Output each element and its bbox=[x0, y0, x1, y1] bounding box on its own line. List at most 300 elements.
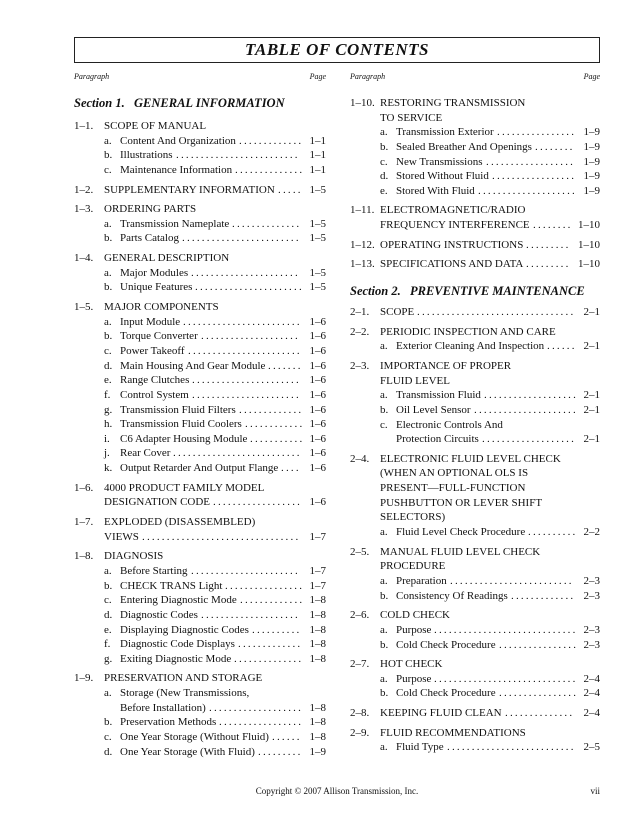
sub-letter: c. bbox=[104, 344, 112, 357]
entry-text: PRESERVATION AND STORAGE bbox=[104, 672, 263, 685]
toc-subentry bbox=[350, 574, 600, 589]
entry-text: DIAGNOSIS bbox=[104, 550, 164, 563]
page-ref: 1–6 bbox=[309, 496, 326, 509]
toc-subentry bbox=[74, 217, 326, 232]
page-ref: 1–9 bbox=[583, 140, 600, 153]
dot-leader: ............. bbox=[511, 589, 576, 602]
paragraph-number: 2–8. bbox=[350, 707, 370, 720]
dot-leader: ................................ bbox=[142, 530, 301, 543]
dot-leader: ....................... bbox=[188, 344, 302, 357]
paragraph-number: 1–7. bbox=[74, 516, 94, 529]
paragraph-number: 2–1. bbox=[350, 306, 370, 319]
dot-leader: ........... bbox=[250, 432, 305, 445]
page-ref: 1–1 bbox=[309, 163, 326, 176]
entry-text: CHECK TRANS Light bbox=[120, 579, 223, 592]
toc-subentry bbox=[350, 403, 600, 418]
page-ref: 1–5 bbox=[309, 232, 326, 245]
toc-subentry bbox=[74, 652, 326, 667]
sub-letter: d. bbox=[104, 745, 113, 758]
left-column bbox=[74, 96, 326, 759]
entry-text: KEEPING FLUID CLEAN bbox=[380, 707, 502, 720]
entry-text: Transmission Exterior bbox=[396, 126, 494, 139]
entry-text: Illustrations bbox=[120, 149, 173, 162]
sub-letter: b. bbox=[380, 403, 389, 416]
page-ref: 1–6 bbox=[309, 359, 326, 372]
dot-leader: .......................... bbox=[173, 447, 302, 460]
entry-text: FLUID LEVEL bbox=[380, 374, 450, 387]
toc-subentry bbox=[350, 525, 600, 540]
paragraph-number: 1–9. bbox=[74, 672, 94, 685]
sub-letter: b. bbox=[104, 281, 113, 294]
dot-leader: .................. bbox=[486, 155, 576, 168]
toc-subentry bbox=[74, 593, 326, 608]
sub-letter: j. bbox=[104, 447, 110, 460]
toc-subentry bbox=[350, 218, 600, 233]
toc-subentry bbox=[74, 403, 326, 418]
toc-subentry bbox=[74, 163, 326, 178]
section-number: Section 2. bbox=[350, 284, 401, 299]
toc-subentry bbox=[74, 745, 326, 760]
dot-leader: ...... bbox=[547, 340, 577, 353]
toc-entry bbox=[350, 305, 600, 320]
toc-subentry bbox=[74, 315, 326, 330]
entry-text: ORDERING PARTS bbox=[104, 203, 197, 216]
entry-text: One Year Storage (Without Fluid) bbox=[120, 730, 269, 743]
paragraph-number: 2–2. bbox=[350, 325, 370, 338]
entry-text: Main Housing And Gear Module bbox=[120, 359, 266, 372]
page-ref: 1–9 bbox=[583, 126, 600, 139]
dot-leader: .......... bbox=[252, 623, 302, 636]
toc-subentry bbox=[74, 432, 326, 447]
entry-text: Unique Features bbox=[120, 281, 193, 294]
page-ref: 1–10 bbox=[578, 219, 600, 232]
entry-text: Sealed Breather And Openings bbox=[396, 140, 532, 153]
page-ref: 1–6 bbox=[309, 315, 326, 328]
page-ref: 2–4 bbox=[583, 707, 600, 720]
entry-text: Content And Organization bbox=[120, 134, 236, 147]
entry-text: SUPPLEMENTARY INFORMATION bbox=[104, 183, 275, 196]
page-ref: 1–8 bbox=[309, 638, 326, 651]
entry-text: Range Clutches bbox=[120, 374, 190, 387]
dot-leader: .............. bbox=[235, 163, 305, 176]
page-ref: 1–8 bbox=[309, 594, 326, 607]
entry-text: OPERATING INSTRUCTIONS bbox=[380, 238, 524, 251]
page-ref: 2–5 bbox=[583, 741, 600, 754]
entry-text: SELECTORS) bbox=[380, 511, 446, 524]
page-ref: 2–4 bbox=[583, 687, 600, 700]
entry-text: MANUAL FLUID LEVEL CHECK bbox=[380, 545, 541, 558]
sub-letter: a. bbox=[104, 564, 112, 577]
paragraph-number: 1–8. bbox=[74, 550, 94, 563]
entry-text: FREQUENCY INTERFERENCE bbox=[380, 219, 530, 232]
page-ref: 1–6 bbox=[309, 344, 326, 357]
page-ref: 2–3 bbox=[583, 638, 600, 651]
toc-subentry bbox=[74, 266, 326, 281]
entry-text: Input Module bbox=[120, 315, 181, 328]
dot-leader: ......... bbox=[258, 745, 303, 758]
paragraph-number: 1–3. bbox=[74, 203, 94, 216]
toc-entry bbox=[74, 481, 326, 496]
entry-text: ELECTRONIC FLUID LEVEL CHECK bbox=[380, 452, 561, 465]
dot-leader: ...................... bbox=[192, 388, 301, 401]
paragraph-number: 1–10. bbox=[350, 97, 375, 109]
entry-text: COLD CHECK bbox=[380, 609, 450, 622]
page-ref: 1–5 bbox=[309, 281, 326, 294]
dot-leader: ................... bbox=[482, 433, 577, 446]
title-box bbox=[74, 37, 600, 63]
sub-letter: a. bbox=[380, 389, 388, 402]
entry-text: New Transmissions bbox=[396, 155, 483, 168]
dot-leader: .................... bbox=[201, 330, 300, 343]
entry-text: FLUID RECOMMENDATIONS bbox=[380, 726, 526, 739]
toc-subentry bbox=[350, 111, 600, 126]
page-ref: 1–6 bbox=[309, 432, 326, 445]
entry-text: Transmission Fluid bbox=[396, 389, 481, 402]
page-ref: 1–5 bbox=[309, 183, 326, 196]
section-heading bbox=[74, 96, 326, 111]
entry-text: HOT CHECK bbox=[380, 658, 443, 671]
dot-leader: .......... bbox=[528, 526, 578, 539]
entry-text: Before Starting bbox=[120, 564, 188, 577]
entry-text: Cold Check Procedure bbox=[396, 638, 496, 651]
sub-letter: e. bbox=[104, 623, 112, 636]
dot-leader: ......... bbox=[526, 238, 571, 251]
sub-letter: b. bbox=[104, 149, 113, 162]
dot-leader: ................ bbox=[225, 579, 305, 592]
toc-subentry bbox=[350, 432, 600, 447]
copyright: Copyright © 2007 Allison Transmission, Inc. bbox=[255, 786, 419, 796]
page-ref: 2–1 bbox=[583, 433, 600, 446]
paragraph-number: 1–5. bbox=[74, 301, 94, 314]
page-ref: 1–10 bbox=[578, 238, 600, 251]
entry-text: (WHEN AN OPTIONAL OLS IS bbox=[380, 467, 529, 480]
sub-letter: b. bbox=[104, 330, 113, 343]
entry-text: Control System bbox=[120, 388, 189, 401]
page-ref: 1–9 bbox=[583, 170, 600, 183]
page-ref: 1–9 bbox=[583, 155, 600, 168]
toc-entry bbox=[74, 119, 326, 134]
toc-entry bbox=[350, 203, 600, 218]
entry-text: C6 Adapter Housing Module bbox=[120, 432, 248, 445]
page-ref: 2–3 bbox=[583, 623, 600, 636]
toc-subentry bbox=[350, 140, 600, 155]
entry-text: Purpose bbox=[396, 672, 432, 685]
entry-text: Electronic Controls And bbox=[396, 418, 503, 431]
toc-entry bbox=[350, 452, 600, 467]
entry-text: DESIGNATION CODE bbox=[104, 496, 211, 509]
page-ref: 1–8 bbox=[309, 608, 326, 621]
sub-letter: g. bbox=[104, 652, 113, 665]
page-ref: 1–6 bbox=[309, 418, 326, 431]
page-ref: 2–1 bbox=[583, 389, 600, 402]
sub-letter: c. bbox=[380, 418, 388, 431]
entry-text: Stored With Fluid bbox=[396, 184, 475, 197]
page-ref: 1–8 bbox=[309, 730, 326, 743]
sub-letter: c. bbox=[104, 730, 112, 743]
sub-letter: f. bbox=[104, 638, 111, 651]
page-ref: 1–9 bbox=[309, 745, 326, 758]
toc-subentry bbox=[74, 231, 326, 246]
entry-text: Power Takeoff bbox=[120, 344, 185, 357]
entry-text: PROCEDURE bbox=[380, 560, 446, 573]
page-ref: 1–7 bbox=[309, 530, 326, 543]
sub-letter: a. bbox=[104, 266, 112, 279]
dot-leader: ............. bbox=[240, 594, 305, 607]
dot-leader: ............ bbox=[245, 418, 305, 431]
entry-text: EXPLODED (DISASSEMBLED) bbox=[104, 516, 256, 529]
dot-leader: ......................... bbox=[176, 149, 300, 162]
entry-text: TO SERVICE bbox=[380, 111, 443, 124]
right-column bbox=[350, 96, 600, 755]
sub-letter: a. bbox=[380, 340, 388, 353]
page-ref: 1–6 bbox=[309, 403, 326, 416]
entry-text: Consistency Of Readings bbox=[396, 589, 508, 602]
sub-letter: a. bbox=[380, 126, 388, 139]
entry-text: Before Installation) bbox=[120, 701, 206, 714]
page-ref: 2–3 bbox=[583, 589, 600, 602]
entry-text: SPECIFICATIONS AND DATA bbox=[380, 258, 524, 271]
entry-text: One Year Storage (With Fluid) bbox=[120, 745, 255, 758]
toc-subentry bbox=[350, 374, 600, 389]
toc-subentry bbox=[74, 446, 326, 461]
sub-letter: f. bbox=[104, 388, 111, 401]
toc-subentry bbox=[350, 589, 600, 604]
toc-subentry bbox=[350, 481, 600, 496]
toc-subentry bbox=[74, 579, 326, 594]
paragraph-header: Paragraph bbox=[74, 72, 110, 81]
toc-subentry bbox=[350, 155, 600, 170]
toc-entry bbox=[74, 202, 326, 217]
left-column-header bbox=[74, 72, 326, 81]
dot-leader: ...................... bbox=[192, 374, 301, 387]
dot-leader: ................ bbox=[499, 687, 579, 700]
entry-text: Stored Without Fluid bbox=[396, 170, 489, 183]
toc-subentry bbox=[74, 359, 326, 374]
sub-letter: d. bbox=[104, 608, 113, 621]
spacer bbox=[74, 111, 326, 119]
paragraph-number: 1–1. bbox=[74, 120, 94, 132]
page-header: Page bbox=[309, 72, 326, 81]
entry-text: RESTORING TRANSMISSION bbox=[380, 97, 526, 109]
sub-letter: e. bbox=[380, 184, 388, 197]
dot-leader: .............. bbox=[232, 217, 302, 230]
entry-text: 4000 PRODUCT FAMILY MODEL bbox=[104, 481, 265, 494]
toc-entry bbox=[74, 515, 326, 530]
sub-letter: b. bbox=[380, 687, 389, 700]
toc-subentry bbox=[350, 623, 600, 638]
entry-text: Protection Circuits bbox=[396, 433, 479, 446]
right-column-header bbox=[350, 72, 600, 81]
entry-text: GENERAL DESCRIPTION bbox=[104, 252, 230, 265]
entry-text: PUSHBUTTON OR LEVER SHIFT bbox=[380, 496, 543, 509]
toc-subentry bbox=[74, 461, 326, 476]
entry-text: SCOPE OF MANUAL bbox=[104, 120, 207, 132]
page-title: TABLE OF CONTENTS bbox=[245, 40, 429, 59]
entry-text: Exiting Diagnostic Mode bbox=[120, 652, 232, 665]
dot-leader: ....... bbox=[268, 359, 303, 372]
dot-leader: ..... bbox=[278, 183, 303, 196]
toc-subentry bbox=[350, 496, 600, 511]
paragraph-number: 1–4. bbox=[74, 252, 94, 265]
entry-text: PRESENT—FULL-FUNCTION bbox=[380, 482, 526, 495]
entry-text: Transmission Fluid Filters bbox=[120, 403, 236, 416]
entry-text: Diagnostic Code Displays bbox=[120, 638, 235, 651]
page-ref: 1–8 bbox=[309, 652, 326, 665]
toc-entry bbox=[350, 325, 600, 340]
dot-leader: ................................ bbox=[417, 306, 576, 319]
toc-subentry bbox=[74, 637, 326, 652]
toc-subentry bbox=[74, 373, 326, 388]
toc-entry bbox=[74, 671, 326, 686]
paragraph-number: 2–4. bbox=[350, 452, 370, 465]
entry-text: IMPORTANCE OF PROPER bbox=[380, 359, 512, 372]
page-ref: 2–2 bbox=[583, 526, 600, 539]
toc-entry bbox=[350, 657, 600, 672]
page-ref: 2–3 bbox=[583, 574, 600, 587]
sub-letter: a. bbox=[380, 574, 388, 587]
dot-leader: .................... bbox=[478, 184, 577, 197]
sub-letter: a. bbox=[380, 623, 388, 636]
sub-letter: b. bbox=[380, 140, 389, 153]
toc-subentry bbox=[74, 134, 326, 149]
section-title: GENERAL INFORMATION bbox=[134, 96, 285, 110]
paragraph-number: 2–6. bbox=[350, 609, 370, 622]
toc-entry bbox=[350, 608, 600, 623]
toc-subentry bbox=[74, 608, 326, 623]
paragraph-number: 1–12. bbox=[350, 238, 375, 251]
page-ref: 1–8 bbox=[309, 701, 326, 714]
dot-leader: ..................... bbox=[474, 403, 578, 416]
sub-letter: b. bbox=[104, 232, 113, 245]
toc-subentry bbox=[74, 730, 326, 745]
entry-text: PERIODIC INSPECTION AND CARE bbox=[380, 325, 556, 338]
page-ref: 2–1 bbox=[583, 403, 600, 416]
page-ref: 1–7 bbox=[309, 579, 326, 592]
toc-subentry bbox=[350, 672, 600, 687]
toc-subentry bbox=[350, 466, 600, 481]
page-ref: 1–5 bbox=[309, 217, 326, 230]
sub-letter: g. bbox=[104, 403, 113, 416]
dot-leader: ......................... bbox=[450, 574, 574, 587]
entry-text: Parts Catalog bbox=[120, 232, 179, 245]
page-ref: 1–5 bbox=[309, 266, 326, 279]
page-ref: 1–9 bbox=[583, 184, 600, 197]
entry-text: Storage (New Transmissions, bbox=[120, 687, 250, 700]
dot-leader: ...................... bbox=[195, 281, 304, 294]
toc-entry bbox=[350, 706, 600, 721]
entry-text: Cold Check Procedure bbox=[396, 687, 496, 700]
page-ref: 1–6 bbox=[309, 330, 326, 343]
toc-subentry bbox=[350, 125, 600, 140]
toc-entry bbox=[74, 300, 326, 315]
entry-text: Rear Cover bbox=[120, 447, 171, 460]
sub-letter: h. bbox=[104, 418, 113, 431]
dot-leader: ................... bbox=[484, 389, 579, 402]
toc-entry bbox=[350, 359, 600, 374]
dot-leader: ............. bbox=[239, 403, 304, 416]
page-ref: 1–6 bbox=[309, 462, 326, 475]
page-ref: 1–8 bbox=[309, 623, 326, 636]
page-number: vii bbox=[590, 786, 600, 796]
dot-leader: ...... bbox=[272, 730, 302, 743]
page-ref: 1–6 bbox=[309, 447, 326, 460]
toc-subentry bbox=[350, 740, 600, 755]
toc-entry bbox=[350, 726, 600, 741]
toc-subentry bbox=[74, 148, 326, 163]
toc-entry bbox=[350, 257, 600, 272]
paragraph-header: Paragraph bbox=[350, 72, 386, 81]
sub-letter: e. bbox=[104, 374, 112, 387]
entry-text: Major Modules bbox=[120, 266, 189, 279]
entry-text: SCOPE bbox=[380, 306, 415, 319]
dot-leader: ............. bbox=[239, 134, 304, 147]
paragraph-number: 2–9. bbox=[350, 726, 370, 739]
toc-subentry bbox=[350, 184, 600, 199]
section-number: Section 1. bbox=[74, 96, 125, 110]
entry-text: Fluid Type bbox=[396, 741, 444, 754]
dot-leader: ................. bbox=[219, 716, 304, 729]
page-ref: 1–6 bbox=[309, 374, 326, 387]
entry-text: Displaying Diagnostic Codes bbox=[120, 623, 249, 636]
paragraph-number: 2–5. bbox=[350, 545, 370, 558]
sub-letter: a. bbox=[104, 687, 112, 700]
page-ref: 1–1 bbox=[309, 149, 326, 162]
page-ref: 1–6 bbox=[309, 388, 326, 401]
entry-text: Entering Diagnostic Mode bbox=[120, 594, 237, 607]
spacer bbox=[350, 272, 600, 284]
sub-letter: b. bbox=[380, 589, 389, 602]
sub-letter: d. bbox=[104, 359, 113, 372]
entry-text: Preservation Methods bbox=[120, 716, 217, 729]
sub-letter: k. bbox=[104, 462, 113, 475]
section-heading bbox=[350, 284, 600, 299]
dot-leader: ............. bbox=[238, 638, 303, 651]
toc-subentry bbox=[74, 344, 326, 359]
dot-leader: ......... bbox=[526, 258, 571, 271]
entry-text: Exterior Cleaning And Inspection bbox=[396, 340, 545, 353]
page-ref: 1–7 bbox=[309, 564, 326, 577]
toc-subentry bbox=[350, 510, 600, 525]
sub-letter: c. bbox=[104, 163, 112, 176]
dot-leader: ............................. bbox=[434, 623, 578, 636]
sub-letter: a. bbox=[104, 217, 112, 230]
dot-leader: .................. bbox=[213, 496, 303, 509]
paragraph-number: 1–2. bbox=[74, 183, 94, 196]
toc-subentry bbox=[350, 339, 600, 354]
toc-subentry bbox=[74, 530, 326, 545]
sub-letter: c. bbox=[104, 594, 112, 607]
dot-leader: ................... bbox=[209, 701, 304, 714]
toc-subentry bbox=[74, 701, 326, 716]
entry-text: Fluid Level Check Procedure bbox=[396, 526, 526, 539]
dot-leader: ...................... bbox=[191, 266, 300, 279]
section-title: PREVENTIVE MAINTENANCE bbox=[410, 284, 585, 299]
toc-entry bbox=[74, 183, 326, 198]
toc-subentry bbox=[350, 388, 600, 403]
entry-text: ELECTROMAGNETIC/RADIO bbox=[380, 204, 526, 217]
page-ref: 2–1 bbox=[583, 306, 600, 319]
entry-text: Diagnostic Codes bbox=[120, 608, 198, 621]
entry-text: Preparation bbox=[396, 574, 447, 587]
toc-entry bbox=[74, 251, 326, 266]
toc-subentry bbox=[74, 280, 326, 295]
sub-letter: i. bbox=[104, 432, 110, 445]
dot-leader: .................... bbox=[201, 608, 300, 621]
dot-leader: .............. bbox=[234, 652, 304, 665]
toc-subentry bbox=[350, 418, 600, 433]
paragraph-number: 2–7. bbox=[350, 658, 370, 671]
dot-leader: ...................... bbox=[191, 564, 300, 577]
